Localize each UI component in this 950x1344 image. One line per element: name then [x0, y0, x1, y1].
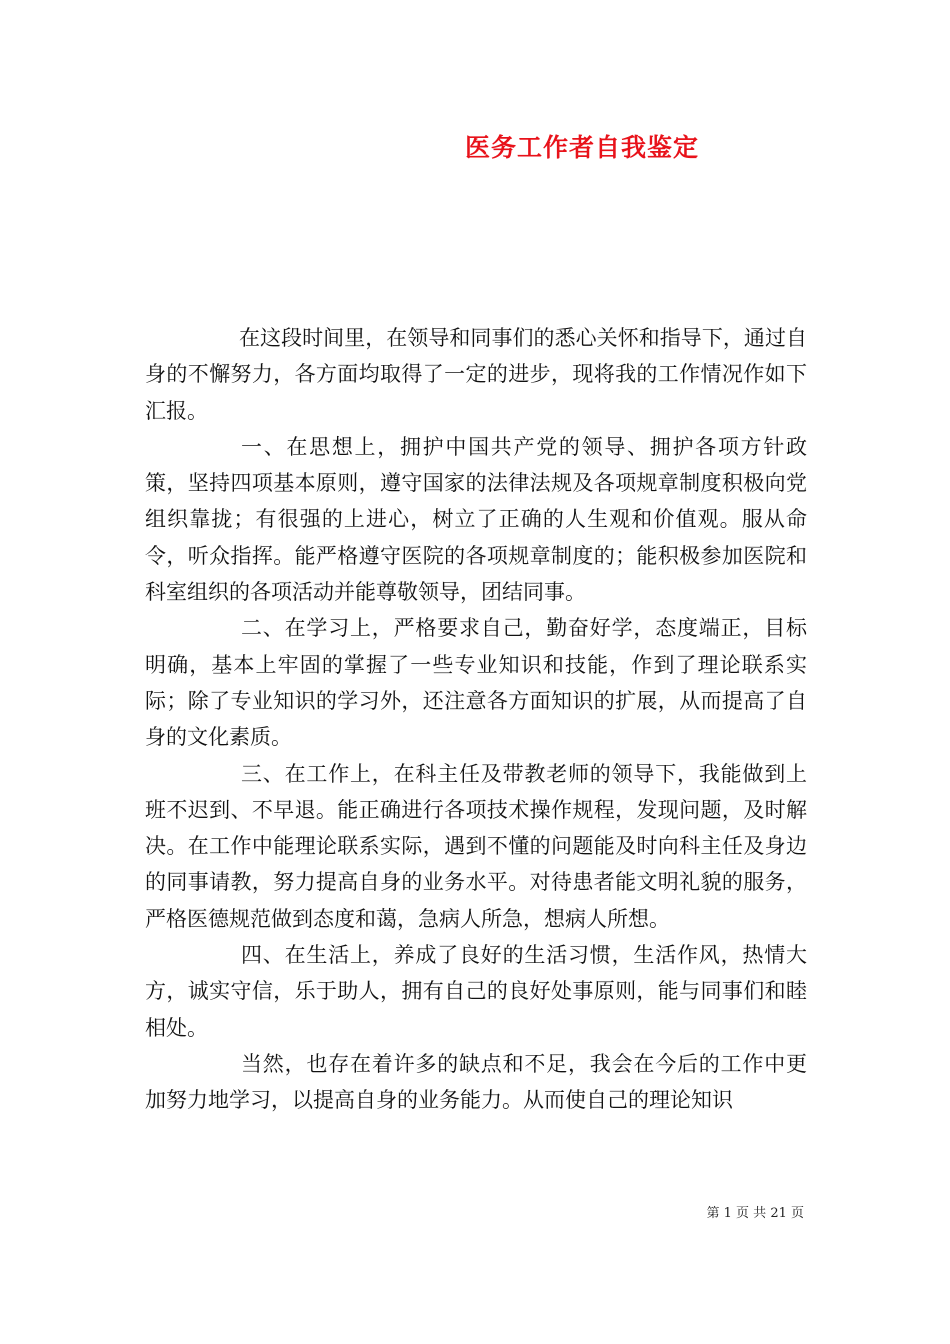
paragraph-study: 二、在学习上，严格要求自己，勤奋好学，态度端正，目标明确，基本上牢固的掌握了一些专业知识和技能，作到了理论联系实际；除了专业知识的学习外，还注意各方面知识的扩展，从而提高了自身的文化素质。 [145, 616, 807, 750]
paragraph-work: 三、在工作上，在科主任及带教老师的领导下，我能做到上班不迟到、不早退。能正确进行各项技术操作规程，发现问题，及时解决。在工作中能理论联系实际，遇到不懂的问题能及时向科主任及身边的同事请教，努力提高自身的业务水平。对待患者能文明礼貌的服务，严格医德规范做到态度和蔼，急病人所急，想病人所想。 [145, 761, 807, 931]
page-number-footer: 第 1 页 共 21 页 [706, 1206, 804, 1221]
paragraph-shortcomings: 当然，也存在着许多的缺点和不足，我会在今后的工作中更加努力地学习，以提高自身的业务能力。从而使自己的理论知识 [145, 1051, 807, 1113]
paragraph-life: 四、在生活上，养成了良好的生活习惯，生活作风，热情大方，诚实守信，乐于助人，拥有自己的良好处事原则，能与同事们和睦相处。 [145, 943, 807, 1040]
paragraph-intro: 在这段时间里，在领导和同事们的悉心关怀和指导下，通过自身的不懈努力，各方面均取得了一定的进步，现将我的工作情况作如下汇报。 [145, 326, 807, 423]
paragraph-ideology: 一、在思想上，拥护中国共产党的领导、拥护各项方针政策，坚持四项基本原则，遵守国家的法律法规及各项规章制度积极向党组织靠拢；有很强的上进心，树立了正确的人生观和价值观。服从命令，听众指挥。能严格遵守医院的各项规章制度的；能积极参加医院和科室组织的各项活动并能尊敬领导，团结同事。 [145, 434, 807, 605]
document-body [145, 320, 807, 1119]
document-title: 医务工作者自我鉴定 [464, 133, 699, 162]
